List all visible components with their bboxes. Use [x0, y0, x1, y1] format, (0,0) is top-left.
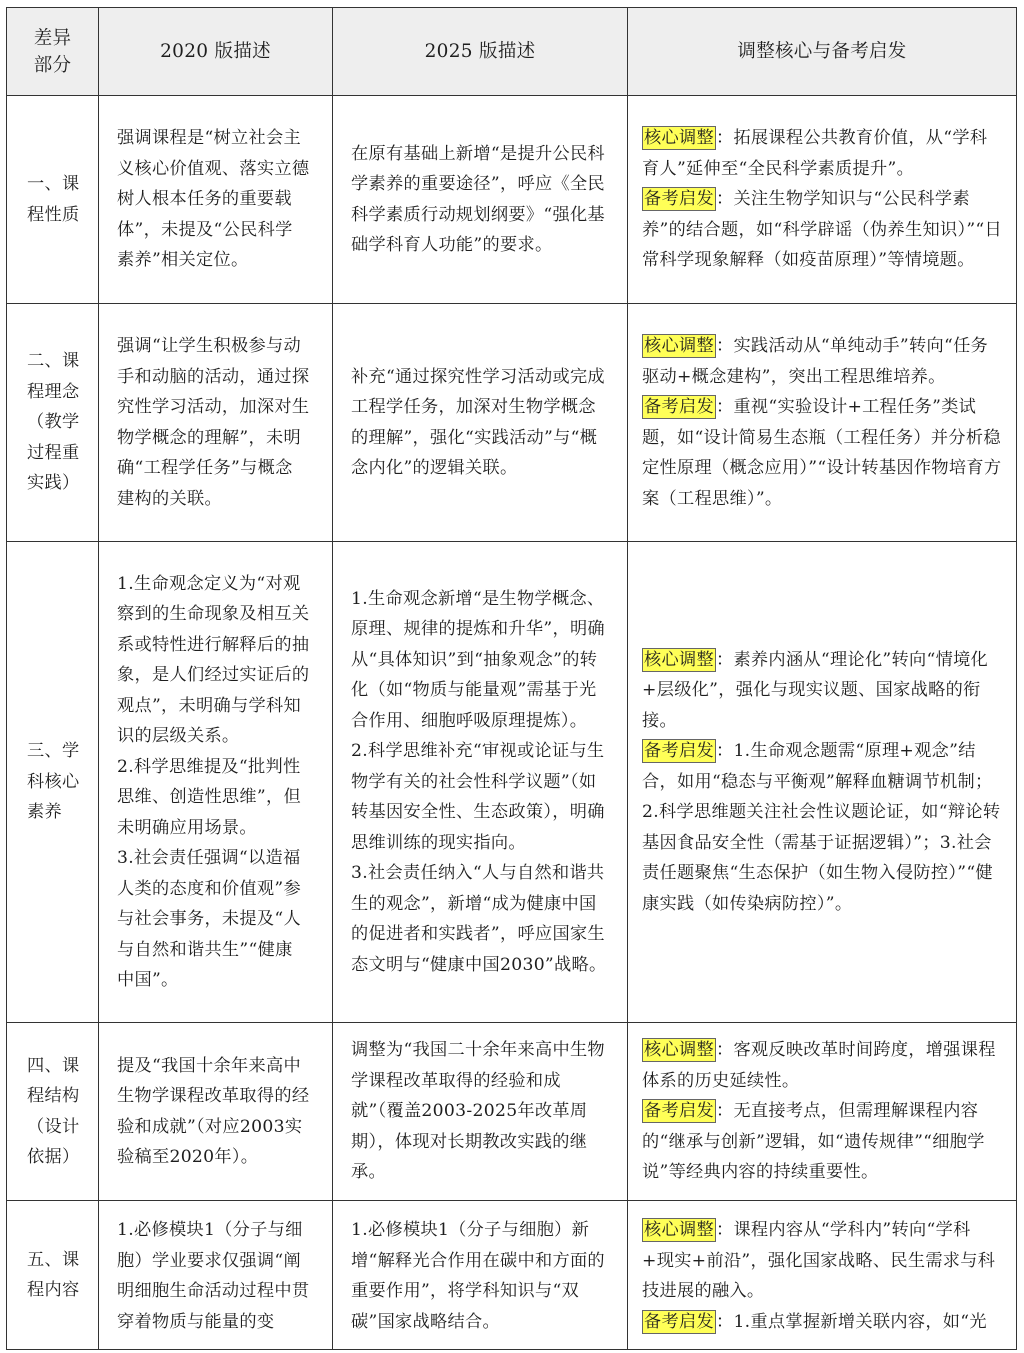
core-text: ：客观反映改革时间跨度，增强课程体系的历史延续性。: [642, 1040, 996, 1091]
core-text: ：实践活动从“单纯动手”转向“任务驱动+概念建构”，突出工程思维培养。: [642, 336, 989, 387]
table-row: [7, 304, 1017, 542]
table-row: [7, 542, 1017, 1023]
core-adjust-para: [642, 1035, 1002, 1096]
exam-tip-para: [642, 736, 1002, 919]
exam-tip-para: [642, 392, 1002, 514]
v2025-cell: 1.必修模块1（分子与细胞）新增“解释光合作用在碳中和方面的重要作用”，将学科知识与“双碳”国家战略结合。: [333, 1201, 628, 1350]
exam-tip-para: [642, 1096, 1002, 1188]
core-label: 核心调整: [644, 649, 714, 670]
header-2020: 2020 版描述: [99, 8, 333, 96]
v2020-item: 1.生命观念定义为“对观察到的生命现象及相互关系或特性进行解释后的抽象，是人们经过实证后的观点”，未明确与学科知识的层级关系。: [117, 573, 310, 746]
core-text: ：素养内涵从“理论化”转向“情境化+层级化”，强化与现实议题、国家战略的衔接。: [642, 649, 989, 731]
v2025-cell: 调整为“我国二十余年来高中生物学课程改革取得的经验和成就”（覆盖2003-2025年改革周期），体现对长期教改实践的继承。: [333, 1023, 628, 1201]
exam-text: ：关注生物学知识与“公民科学素养”的结合题，如“科学辟谣（伪养生知识）”“日常科学现象解释（如疫苗原理）”等情境题。: [642, 189, 1003, 271]
core-adjust-para: [642, 123, 1002, 184]
core-cell: [628, 1023, 1017, 1201]
core-label: 核心调整: [644, 1220, 714, 1240]
core-cell: [628, 542, 1017, 1023]
part-cell: 二、课程理念（教学过程重实践）: [7, 304, 99, 542]
core-text: ：拓展课程公共教育价值，从“学科育人”延伸至“全民科学素质提升”。: [642, 128, 988, 179]
comparison-table: [6, 7, 1017, 1350]
v2025-cell: [333, 542, 628, 1023]
v2025-item: 1.生命观念新增“是生物学概念、原理、规律的提炼和升华”，明确从“具体知识”到“抽象观念”的转化（如“物质与能量观”需基于光合作用、细胞呼吸原理提炼）。: [351, 588, 605, 731]
header-part: 差异部分: [7, 8, 99, 96]
exam-tip-para: [642, 1307, 1002, 1338]
core-label: 核心调整: [644, 1040, 714, 1061]
header-2025: 2025 版描述: [333, 8, 628, 96]
v2020-cell: 提及“我国十余年来高中生物学课程改革取得的经验和成就”（对应2003实验稿至2020年）。: [99, 1023, 333, 1201]
v2025-item: 2.科学思维补充“审视或论证与生物学有关的社会性科学议题”（如转基因安全性、生态政策），明确思维训练的现实指向。: [351, 741, 605, 853]
v2020-cell: 强调课程是“树立社会主义核心价值观、落实立德树人根本任务的重要载体”，未提及“公民科学素养”相关定位。: [99, 96, 333, 304]
core-label: 核心调整: [644, 336, 714, 356]
header-core: 调整核心与备考启发: [628, 8, 1017, 96]
exam-text: ：重视“实验设计+工程任务”类试题，如“设计简易生态瓶（工程任务）并分析稳定性原理（概念应用）”“设计转基因作物培育方案（工程思维）”。: [642, 397, 1002, 509]
exam-text: ：无直接考点，但需理解课程内容的“继承与创新”逻辑，如“遗传规律”“细胞学说”等经典内容的持续重要性。: [642, 1101, 985, 1183]
core-adjust-para: [642, 645, 1002, 737]
v2020-item: 2.科学思维提及“批判性思维、创造性思维”，但未明确应用场景。: [117, 756, 301, 838]
table-row: [7, 96, 1017, 304]
v2020-cell: [99, 542, 333, 1023]
exam-label: 备考启发: [644, 741, 714, 762]
core-adjust-para: [642, 1215, 1002, 1307]
core-label: 核心调整: [644, 128, 714, 149]
exam-label: 备考启发: [644, 189, 714, 210]
v2020-cell: 1.必修模块1（分子与细胞）学业要求仅强调“阐明细胞生命活动过程中贯穿着物质与能量的变: [99, 1201, 333, 1350]
core-adjust-para: [642, 331, 1002, 392]
exam-tip-para: [642, 184, 1002, 276]
part-cell: 三、学科核心素养: [7, 542, 99, 1023]
v2025-item: 3.社会责任纳入“人与自然和谐共生的观念”，新增“成为健康中国的促进者和实践者”，呼应国家生态文明与“健康中国2030”战略。: [351, 863, 607, 975]
core-text: ：课程内容从“学科内”转向“学科+现实+前沿”，强化国家战略、民生需求与科技进展的融入。: [642, 1220, 996, 1301]
core-cell: [628, 304, 1017, 542]
v2025-cell: 补充“通过探究性学习活动或完成工程学任务，加深对生物学概念的理解”，强化“实践活动”与“概念内化”的逻辑关联。: [333, 304, 628, 542]
exam-text: ：1.重点掌握新增关联内容，如“光: [715, 1311, 987, 1332]
exam-label: 备考启发: [644, 1101, 714, 1122]
v2025-cell: 在原有基础上新增“是提升公民科学素养的重要途径”，呼应《全民科学素质行动规划纲要》“强化基础学科育人功能”的要求。: [333, 96, 628, 304]
header-row: [7, 8, 1017, 96]
core-cell: [628, 96, 1017, 304]
table-row: [7, 1023, 1017, 1201]
v2020-item: 3.社会责任强调“以造福人类的态度和价值观”参与社会事务，未提及“人与自然和谐共生”“健康中国”。: [117, 848, 301, 990]
table-row: [7, 1201, 1017, 1350]
part-cell: 一、课程性质: [7, 96, 99, 304]
v2020-cell: 强调“让学生积极参与动手和动脑的活动，通过探究性学习活动，加深对生物学概念的理解”，未明确“工程学任务”与概念建构的关联。: [99, 304, 333, 542]
exam-text: ：1.生命观念题需“原理+观念”结合，如用“稳态与平衡观”解释血糖调节机制；2.科学思维题关注社会性议题论证，如“辩论转基因食品安全性（需基于证据逻辑）”；3.社会责任题聚焦“生态保护（如生物入侵防控）”“健康实践（如传染病防控）”。: [642, 741, 1001, 914]
exam-label: 备考启发: [644, 397, 714, 417]
exam-label: 备考启发: [644, 1311, 714, 1332]
part-cell: 五、课程内容: [7, 1201, 99, 1350]
part-cell: 四、课程结构（设计依据）: [7, 1023, 99, 1201]
core-cell: [628, 1201, 1017, 1350]
